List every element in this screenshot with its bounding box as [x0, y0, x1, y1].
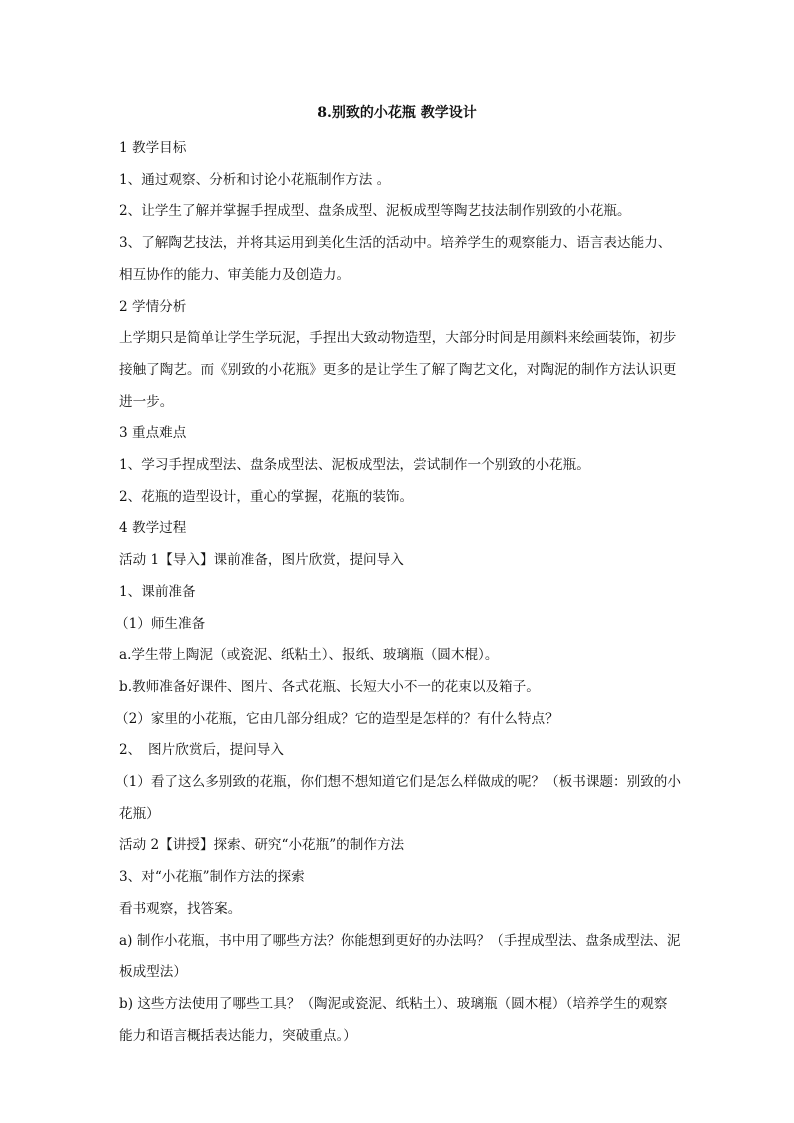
paragraph: （1）师生准备 [115, 615, 206, 632]
paragraph: b) 这些方法使用了哪些工具？（陶泥或瓷泥、纸粘土）、玻璃瓶（圆木棍）（培养学生的观察能力和语言概括表达能力，突破重点。） [119, 995, 668, 1044]
section-heading: 4 教学过程 [119, 520, 187, 537]
paragraph: a.学生带上陶泥（或瓷泥、纸粘土）、报纸、玻璃瓶（圆木棍）。 [119, 647, 499, 664]
paragraph: （1）看了这么多别致的花瓶，你们想不想知道它们是怎么样做成的呢？（板书课题：别致的小花瓶） [115, 774, 681, 822]
paragraph: 2、 图片欣赏后，提问导入 [119, 742, 284, 759]
paragraph: 1、通过观察、分析和讨论小花瓶制作方法 。 [119, 171, 391, 188]
paragraph: b.教师准备好课件、图片、各式花瓶、长短大小不一的花束以及箱子。 [119, 678, 540, 695]
paragraph: 上学期只是简单让学生学玩泥，手捏出大致动物造型，大部分时间是用颜料来绘画装饰，初步接触了陶艺。而《别致的小花瓶》更多的是让学生了解了陶艺文化，对陶泥的制作方法认识更进一步。 [119, 330, 677, 410]
paragraph: 活动 1【导入】课前准备，图片欣赏，提问导入 [119, 552, 404, 569]
paragraph: 3、对“小花瓶”制作方法的探索 [119, 869, 305, 886]
document-body [115, 133, 681, 1052]
paragraph: 看书观察，找答案。 [119, 900, 242, 917]
section-heading: 3 重点难点 [119, 425, 187, 442]
paragraph: 1、课前准备 [119, 583, 196, 600]
paragraph: a) 制作小花瓶，书中用了哪些方法？你能想到更好的办法吗？（手捏成型法、盘条成型法、泥板成型法） [119, 932, 681, 981]
paragraph: 2、让学生了解并掌握手捏成型、盘条成型、泥板成型等陶艺技法制作别致的小花瓶。 [119, 203, 631, 220]
section-heading: 1 教学目标 [119, 140, 187, 156]
section-heading: 2 学情分析 [119, 298, 187, 315]
document-title: 8.别致的小花瓶 教学设计 [317, 105, 477, 121]
paragraph: （2）家里的小花瓶，它由几部分组成？它的造型是怎样的？有什么特点？ [115, 710, 559, 727]
paragraph: 2、花瓶的造型设计，重心的掌握，花瓶的装饰。 [119, 488, 414, 505]
paragraph: 1、学习手捏成型法、盘条成型法、泥板成型法，尝试制作一个别致的小花瓶。 [119, 457, 590, 474]
paragraph: 3、了解陶艺技法，并将其运用到美化生活的活动中。培养学生的观察能力、语言表达能力、相互协作的能力、审美能力及创造力。 [119, 235, 672, 283]
paragraph: 活动 2【讲授】探索、研究“小花瓶”的制作方法 [119, 837, 405, 854]
